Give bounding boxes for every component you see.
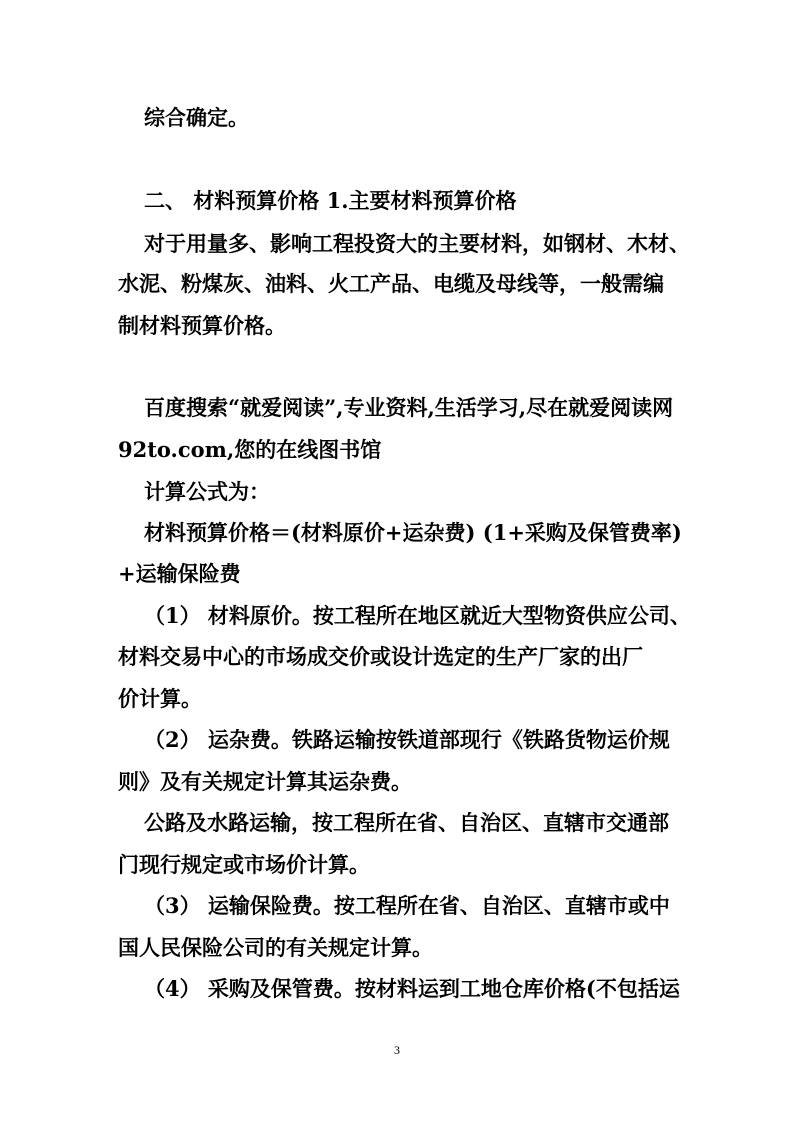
- item-4-line-1: （4） 采购及保管费。按材料运到工地仓库价格(不包括运: [144, 976, 680, 1001]
- text-line-8: 计算公式为：: [144, 479, 270, 504]
- text-line-3: 对于用量多、影响工程投资大的主要材料，如钢材、木材、: [144, 231, 690, 256]
- item-3-line-2: 国人民保险公司的有关规定计算。: [118, 935, 433, 960]
- item-1-line-1: （1） 材料原价。按工程所在地区就近大型物资供应公司、: [144, 603, 691, 628]
- ad-line-2: 92to.com,您的在线图书馆: [118, 437, 382, 462]
- section-heading: 二、 材料预算价格 1.主要材料预算价格: [144, 188, 517, 213]
- text-line-1: 综合确定。: [144, 105, 249, 130]
- item-2-line-2: 则》及有关规定计算其运杂费。: [118, 769, 412, 794]
- formula-line-1: 材料预算价格＝(材料原价+运杂费) (1+采购及保管费率): [144, 520, 682, 545]
- item-2-line-4: 门现行规定或市场价计算。: [118, 852, 370, 877]
- text-line-5: 制材料预算价格。: [118, 313, 286, 338]
- page-number: 3: [394, 1043, 400, 1057]
- item-1-line-3: 价计算。: [118, 686, 202, 711]
- ad-line-1: 百度搜索“就爱阅读”,专业资料,生活学习,尽在就爱阅读网: [144, 395, 674, 420]
- text-line-4: 水泥、粉煤灰、油料、火工产品、电缆及母线等，一般需编: [118, 271, 664, 296]
- item-2-line-1: （2） 运杂费。铁路运输按铁道部现行《铁路货物运价规: [144, 727, 670, 752]
- formula-line-2: +运输保险费: [118, 561, 241, 586]
- item-2-line-3: 公路及水路运输，按工程所在省、自治区、直辖市交通部: [144, 810, 669, 835]
- item-3-line-1: （3） 运输保险费。按工程所在省、自治区、直辖市或中: [144, 893, 670, 918]
- item-1-line-2: 材料交易中心的市场成交价或设计选定的生产厂家的出厂: [118, 644, 643, 669]
